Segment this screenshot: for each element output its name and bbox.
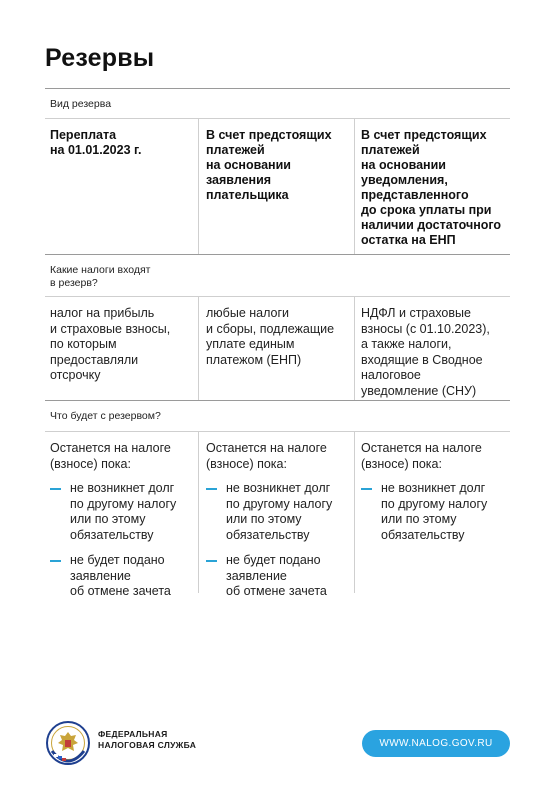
taxes-cell-overpayment [50, 306, 190, 384]
page-title: Резервы [45, 44, 155, 72]
header-line: на основании [361, 158, 446, 172]
list-item [206, 553, 351, 600]
text-line: не возникнет долг [226, 481, 331, 495]
header-line: В счет предстоящих [361, 128, 487, 142]
column-divider [354, 296, 355, 400]
text-line: отсрочку [50, 368, 101, 382]
divider [45, 254, 510, 255]
bullet-list [206, 481, 351, 600]
section-label-taxes [50, 264, 150, 290]
header-line: Переплата [50, 128, 117, 142]
label-line: в резерв? [50, 277, 98, 289]
dash-icon [206, 560, 217, 562]
header-line: представленного [361, 188, 469, 202]
header-line: заявления [206, 173, 272, 187]
text-line: по которым [50, 337, 117, 351]
org-name-line: НАЛОГОВАЯ СЛУЖБА [98, 740, 197, 750]
text-line: заявление [226, 568, 287, 583]
text-line: платежом (ЕНП) [206, 352, 302, 367]
header-line: платежей [361, 143, 420, 157]
divider [45, 431, 510, 432]
text-line: Останется на налоге [206, 441, 327, 455]
org-name-line: ФЕДЕРАЛЬНАЯ [98, 729, 168, 739]
header-line: до срока уплаты при [361, 203, 492, 217]
text-line: или по этому [226, 512, 302, 526]
text-line: уплате единым [206, 337, 295, 351]
fns-emblem-icon [46, 721, 90, 765]
taxes-cell-notification [361, 306, 511, 399]
header-line: В счет предстоящих [206, 128, 332, 142]
text-line: не будет подано [70, 553, 165, 567]
outcome-cell-overpayment [50, 441, 190, 610]
column-divider [198, 118, 199, 254]
header-line: уведомления, [361, 173, 448, 187]
text-line: (взносе) пока: [361, 456, 442, 471]
dash-icon [50, 560, 61, 562]
column-divider [354, 431, 355, 593]
list-item [361, 481, 511, 543]
header-line: на основании [206, 158, 291, 172]
bullet-list [50, 481, 190, 600]
text-line: и сборы, подлежащие [206, 321, 335, 336]
header-cell-notification [361, 128, 511, 248]
text-line: Останется на налоге [361, 441, 482, 455]
text-line: не возникнет долг [70, 481, 175, 495]
dash-icon [206, 488, 217, 490]
label-line: Какие налоги входят [50, 264, 151, 276]
text-line: обязательству [381, 527, 465, 542]
text-line: любые налоги [206, 306, 290, 320]
divider [45, 118, 510, 119]
outcome-cell-application [206, 441, 351, 610]
header-line: плательщика [206, 188, 289, 202]
text-line: уведомление (СНУ) [361, 383, 477, 398]
text-line: а также налоги, [361, 337, 452, 351]
header-line: наличии достаточного [361, 218, 502, 232]
header-line: остатка на ЕНП [361, 233, 456, 247]
text-line: (взносе) пока: [50, 456, 131, 471]
text-line: обязательству [226, 527, 310, 542]
text-line: предоставляли [50, 352, 139, 367]
text-line: по другому налогу [70, 496, 177, 511]
column-divider [198, 431, 199, 593]
header-cell-overpayment [50, 128, 190, 158]
text-line: взносы (с 01.10.2023), [361, 321, 490, 336]
outcome-cell-notification [361, 441, 511, 553]
org-name [98, 729, 196, 751]
list-item [206, 481, 351, 543]
text-line: или по этому [381, 512, 457, 526]
column-divider [198, 296, 199, 400]
dash-icon [361, 488, 372, 490]
text-line: об отмене зачета [226, 584, 327, 598]
text-line: обязательству [70, 527, 154, 542]
header-cell-application [206, 128, 351, 203]
list-item [50, 481, 190, 543]
text-line: или по этому [70, 512, 146, 526]
divider [45, 88, 510, 89]
text-line: заявление [70, 568, 131, 583]
bullet-list [361, 481, 511, 543]
header-line: на 01.01.2023 г. [50, 143, 142, 157]
section-label-outcome: Что будет с резервом? [50, 410, 161, 422]
text-line: не возникнет долг [381, 481, 486, 495]
website-link-button[interactable]: WWW.NALOG.GOV.RU [362, 730, 510, 757]
text-line: (взносе) пока: [206, 456, 287, 471]
text-line: входящие в Сводное [361, 352, 483, 367]
divider [45, 400, 510, 401]
text-line: налоговое [361, 368, 421, 382]
text-line: НДФЛ и страховые [361, 306, 471, 320]
list-item [50, 553, 190, 600]
text-line: не будет подано [226, 553, 321, 567]
taxes-cell-application [206, 306, 351, 368]
divider [45, 296, 510, 297]
text-line: и страховые взносы, [50, 321, 171, 336]
text-line: налог на прибыль [50, 306, 155, 320]
text-line: об отмене зачета [70, 584, 171, 598]
text-line: Останется на налоге [50, 441, 171, 455]
text-line: по другому налогу [381, 496, 488, 511]
text-line: по другому налогу [226, 496, 333, 511]
column-divider [354, 118, 355, 254]
header-line: платежей [206, 143, 265, 157]
section-label-type: Вид резерва [50, 98, 112, 110]
dash-icon [50, 488, 61, 490]
